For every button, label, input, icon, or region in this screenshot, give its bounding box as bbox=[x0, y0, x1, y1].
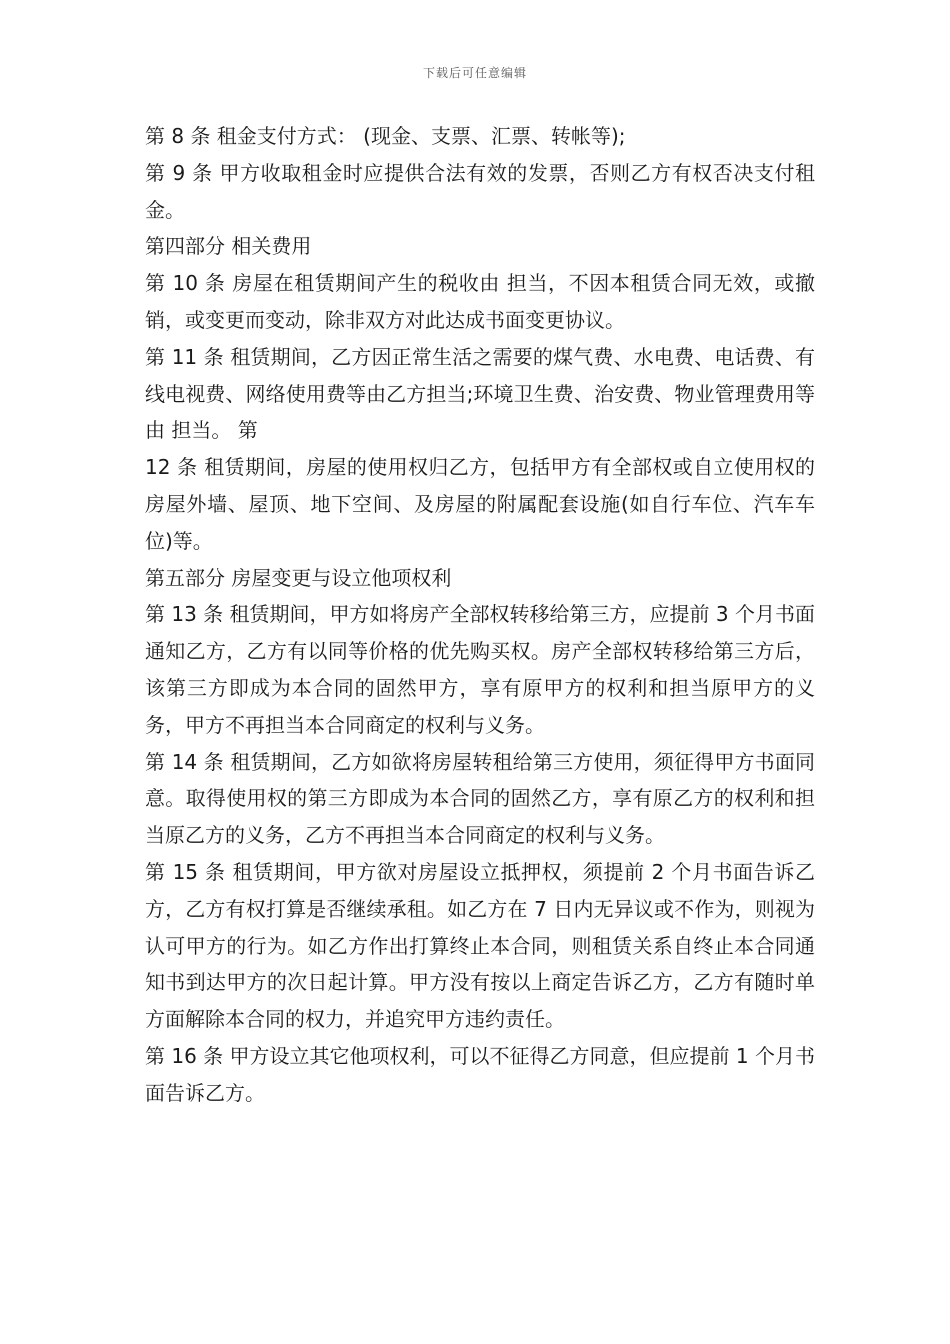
clause-16: 第 16 条 甲方设立其它他项权利，可以不征得乙方同意，但应提前 1 个月书面告诉乙方。 bbox=[145, 1043, 815, 1105]
clause-11: 第 11 条 租赁期间，乙方因正常生活之需要的煤气费、水电费、电话费、有线电视费、网络使用费等由乙方担当;环境卫生费、治安费、物业管理费用等由 担当。 第 bbox=[145, 344, 815, 443]
section-heading-part-4: 第四部分 相关费用 bbox=[145, 234, 312, 259]
clause-12: 12 条 租赁期间，房屋的使用权归乙方，包括甲方有全部权或自立使用权的房屋外墙、屋顶、地下空间、及房屋的附属配套设施(如自行车位、汽车车位)等。 bbox=[145, 455, 815, 553]
section-heading-part-5: 第五部分 房屋变更与设立他项权利 bbox=[145, 565, 452, 590]
clause-9: 第 9 条 甲方收取租金时应提供合法有效的发票，否则乙方有权否决支付租金。 bbox=[145, 160, 815, 222]
clause-15: 第 15 条 租赁期间，甲方欲对房屋设立抵押权，须提前 2 个月书面告诉乙方，乙方有权打算是否继续承租。如乙方在 7 日内无异议或不作为，则视为认可甲方的行为。如乙方作出打算终止本合同，则租赁关系自终止本合同通知书到达甲方的次日起计算。甲方没有按以上商定告诉乙方，乙方有随时单方面解除本合同的权力，并追究甲方违约责任。 bbox=[145, 859, 815, 1032]
page-header: 下载后可任意编辑 bbox=[422, 66, 527, 80]
document-body bbox=[145, 118, 815, 1112]
clause-8: 第 8 条 租金支付方式： (现金、支票、汇票、转帐等); bbox=[145, 124, 626, 148]
clause-14: 第 14 条 租赁期间，乙方如欲将房屋转租给第三方使用，须征得甲方书面同意。取得使用权的第三方即成为本合同的固然乙方，享有原乙方的权利和担当原乙方的义务，乙方不再担当本合同商定的权利与义务。 bbox=[145, 749, 815, 848]
clause-13: 第 13 条 租赁期间，甲方如将房产全部权转移给第三方，应提前 3 个月书面通知乙方，乙方有以同等价格的优先购买权。房产全部权转移给第三方后，该第三方即成为本合同的固然甲方，享有原甲方的权利和担当原甲方的义务，甲方不再担当本合同商定的权利与义务。 bbox=[145, 602, 815, 737]
clause-10: 第 10 条 房屋在租赁期间产生的税收由 担当，不因本租赁合同无效，或撤销，或变更而变动，除非双方对此达成书面变更协议。 bbox=[145, 271, 815, 332]
